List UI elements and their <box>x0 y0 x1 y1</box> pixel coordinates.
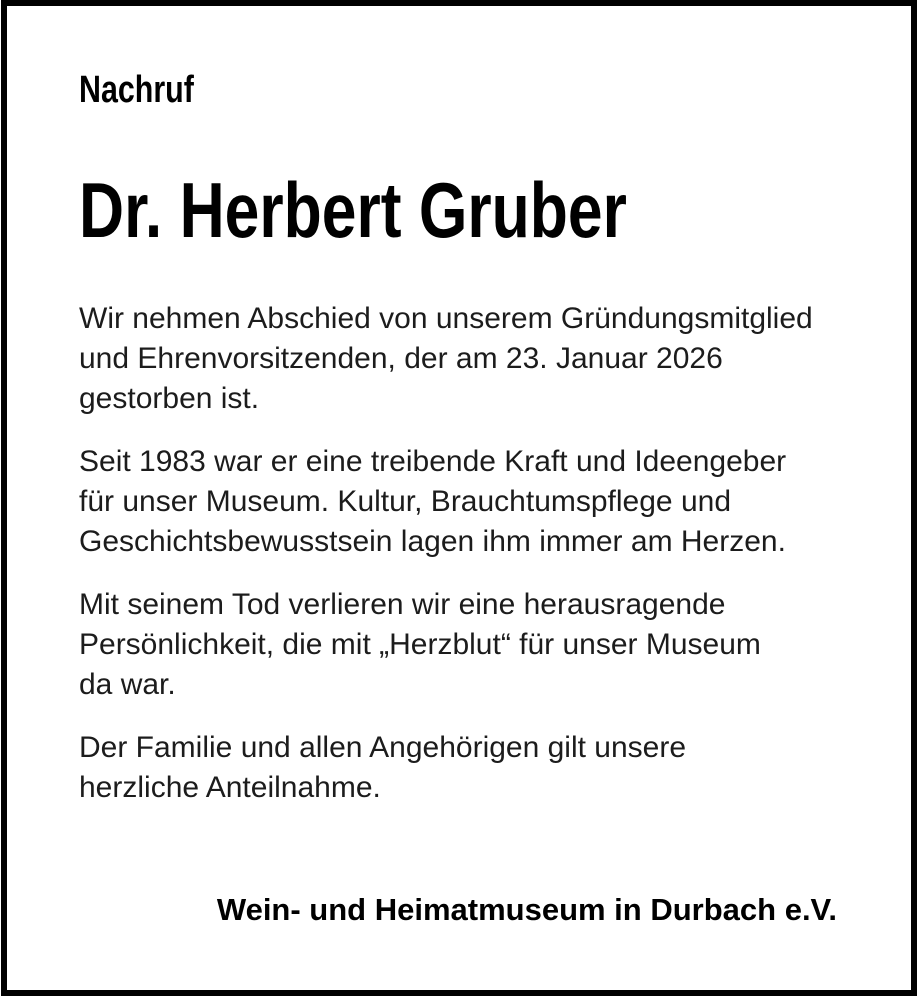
notice-kicker-text: Nachruf <box>79 69 194 111</box>
signature-organization: Wein- und Heimatmuseum in Durbach e.V. <box>216 891 837 927</box>
notice-kicker <box>79 68 837 114</box>
notice-paragraph-farewell: Wir nehmen Abschied von unserem Gründungsmitglied und Ehrenvorsitzenden, der am 23. Januar 2026 gestorben ist. <box>79 301 813 415</box>
notice-paragraph-loss: Mit seinem Tod verlieren wir eine herausragende Persönlichkeit, die mit „Herzblut“ für unser Museum da war. <box>79 587 761 701</box>
notice-content <box>7 6 911 930</box>
notice-paragraph-condolence: Der Familie und allen Angehörigen gilt unsere herzliche Anteilnahme. <box>79 730 687 804</box>
deceased-name-heading <box>79 165 837 254</box>
deceased-name-text: Dr. Herbert Gruber <box>79 165 627 254</box>
obituary-notice <box>1 0 917 996</box>
notice-paragraph-contribution: Seit 1983 war er eine treibende Kraft und Ideengeber für unser Museum. Kultur, Brauchtumspflege und Geschichtsbewusstsein lagen ihm immer am Herzen. <box>79 444 787 558</box>
